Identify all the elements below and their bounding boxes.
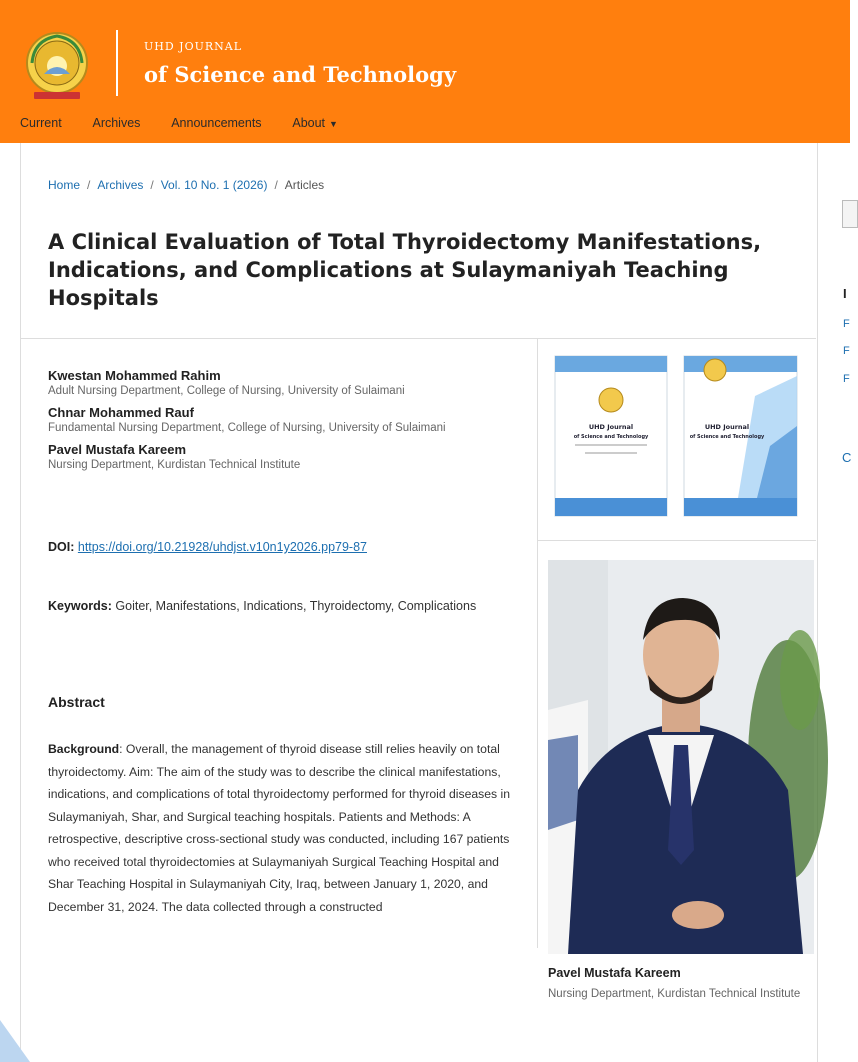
author-name: Pavel Mustafa Kareem <box>48 442 187 457</box>
nav-about-label: About <box>292 116 326 130</box>
author-photo <box>548 560 814 954</box>
author-affiliation: Fundamental Nursing Department, College of Nursing, University of Sulaimani <box>48 422 446 434</box>
sidebar-link[interactable]: F <box>843 345 850 357</box>
journal-name-small[interactable]: UHD JOURNAL <box>144 40 243 53</box>
nav-about[interactable] <box>292 116 366 130</box>
abstract-lead: Background <box>48 742 120 756</box>
journal-name-large[interactable]: of Science and Technology <box>144 62 457 87</box>
breadcrumb-current: Articles <box>284 178 325 192</box>
author-affiliation: Adult Nursing Department, College of Nursing, University of Sulaimani <box>48 385 405 397</box>
breadcrumb-home[interactable]: Home <box>48 178 81 192</box>
keywords-label: Keywords: <box>48 599 112 613</box>
author-list <box>48 368 528 479</box>
cover-title-line2: of Science and Technology <box>689 434 765 440</box>
main-nav <box>20 116 394 130</box>
journal-cover-image[interactable] <box>555 356 797 516</box>
author-name: Kwestan Mohammed Rahim <box>48 368 221 383</box>
column-divider <box>537 338 538 948</box>
breadcrumb-separator: / <box>274 178 278 192</box>
breadcrumb-issue[interactable]: Vol. 10 No. 1 (2026) <box>160 178 268 192</box>
photo-caption-name: Pavel Mustafa Kareem <box>548 966 681 980</box>
breadcrumb-archives[interactable]: Archives <box>97 178 144 192</box>
sidebar-button[interactable] <box>842 200 858 228</box>
breadcrumb-separator: / <box>87 178 91 192</box>
doi-row <box>48 540 367 554</box>
sidebar-link[interactable]: C <box>842 450 852 465</box>
sidebar-link[interactable]: F <box>843 373 850 385</box>
author-item <box>48 405 528 434</box>
doi-label: DOI: <box>48 540 75 554</box>
nav-announcements[interactable]: Announcements <box>171 116 262 130</box>
keywords-value: Goiter, Manifestations, Indications, Thyroidectomy, Complications <box>115 599 477 613</box>
abstract-body: : Overall, the management of thyroid disease still relies heavily on total thyroidectomy. Aim: The aim of the study was to describe the clinical manifestations, indications, and complications of total thyroidectomy performed for thyroid diseases in Sulaymaniyah, Shar, and Surgical teaching hospitals. Patients and Methods: A retrospective, descriptive cross-sectional study was conducted, including 167 patients who received total thyroidectomies at Sulaymaniyah Surgical Teaching Hospital and Shar Teaching Hospital in Sulaymaniyah City, Iraq, between January 1, 2020, and December 31, 2024. The data collected through a constructed <box>48 742 511 914</box>
caret-down-icon: ▼ <box>329 119 338 129</box>
sidebar-heading: I <box>843 286 847 301</box>
university-seal-logo[interactable] <box>24 30 90 102</box>
photo-caption-affiliation: Nursing Department, Kurdistan Technical Institute <box>548 988 801 1000</box>
logo-divider <box>116 30 118 96</box>
cover-title-line1: UHD Journal <box>588 423 634 431</box>
nav-current[interactable]: Current <box>20 116 62 130</box>
divider <box>537 540 816 541</box>
abstract-text <box>48 738 518 918</box>
site-header <box>0 0 850 143</box>
keywords <box>48 596 478 616</box>
author-name: Chnar Mohammed Rauf <box>48 405 194 420</box>
sidebar-link[interactable]: F <box>843 318 850 330</box>
nav-archives[interactable]: Archives <box>92 116 141 130</box>
abstract-heading: Abstract <box>48 694 105 710</box>
breadcrumb <box>48 178 324 192</box>
breadcrumb-separator: / <box>150 178 154 192</box>
divider <box>20 338 816 339</box>
cover-title-line1: UHD Journal <box>704 423 750 431</box>
author-item <box>48 442 528 471</box>
cover-title-line2: of Science and Technology <box>573 434 649 440</box>
doi-link[interactable]: https://doi.org/10.21928/uhdjst.v10n1y2026.pp79-87 <box>77 540 367 554</box>
author-affiliation: Nursing Department, Kurdistan Technical Institute <box>48 459 301 471</box>
author-item <box>48 368 528 397</box>
article-title: A Clinical Evaluation of Total Thyroidectomy Manifestations, Indications, and Complications at Sulaymaniyah Teaching Hospitals <box>48 230 762 310</box>
corner-decoration <box>0 1010 40 1062</box>
